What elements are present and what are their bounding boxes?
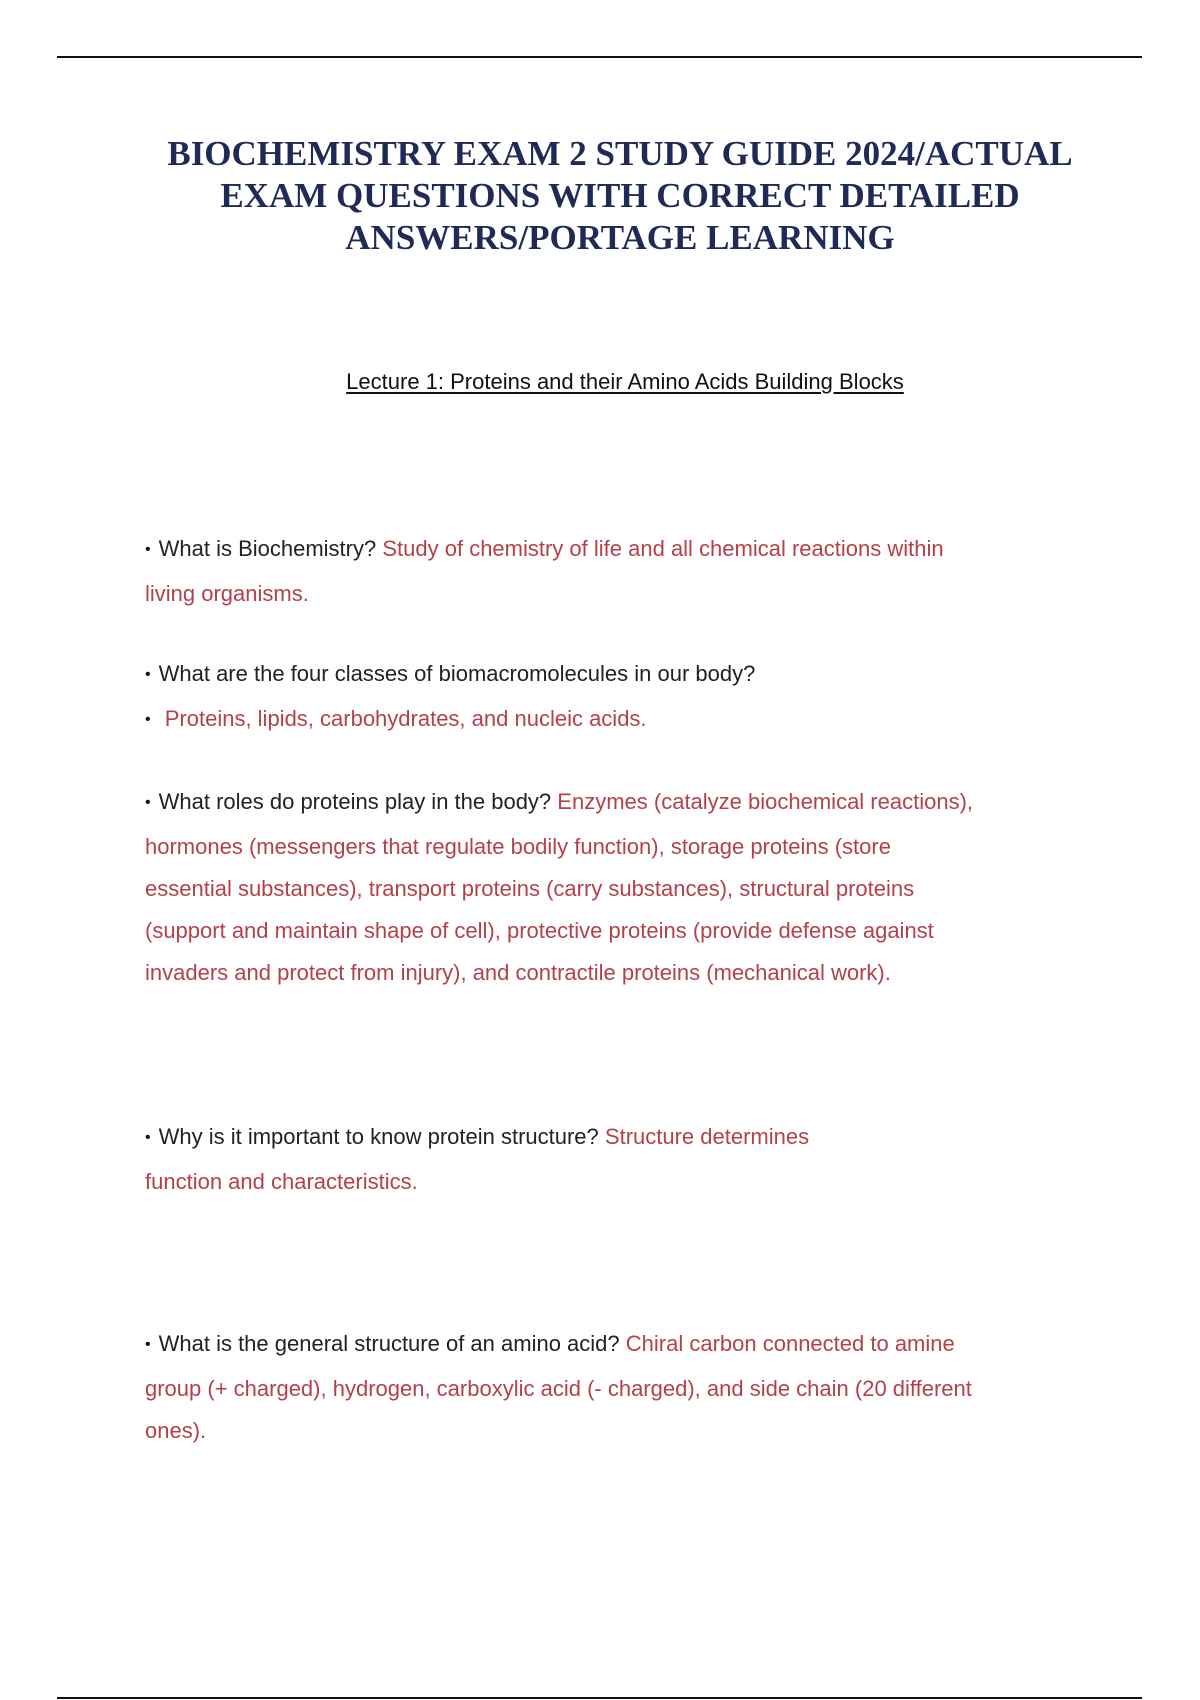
answer-text: Enzymes (catalyze biochemical reactions), — [557, 789, 974, 814]
answer-text: ones). — [145, 1418, 207, 1443]
answer-text: living organisms. — [145, 581, 309, 606]
question-text: Why is it important to know protein structure? — [158, 1124, 599, 1149]
bullet-icon: • — [145, 541, 151, 558]
title-line: BIOCHEMISTRY EXAM 2 STUDY GUIDE 2024/ACTUAL — [167, 134, 1073, 173]
document-title — [120, 133, 1120, 259]
bullet-icon: • — [145, 794, 151, 811]
answer-text: Chiral carbon connected to amine — [625, 1331, 955, 1356]
qa-line — [145, 1116, 1065, 1161]
answer-text: group (+ charged), hydrogen, carboxylic acid (- charged), and side chain (20 different — [145, 1376, 972, 1401]
bullet-icon: • — [145, 1129, 151, 1146]
title-line: EXAM QUESTIONS WITH CORRECT DETAILED — [220, 176, 1020, 215]
question-text: What are the four classes of biomacromolecules in our body? — [158, 661, 756, 686]
qa-item-protein-roles — [145, 781, 1065, 994]
answer-text: hormones (messengers that regulate bodily function), storage proteins (store — [145, 834, 891, 859]
qa-line — [145, 781, 1065, 826]
qa-line — [145, 528, 1065, 573]
question-text: What is Biochemistry? — [158, 536, 377, 561]
question-text: What is the general structure of an amino acid? — [158, 1331, 620, 1356]
bullet-icon: • — [145, 711, 151, 728]
answer-text: Proteins, lipids, carbohydrates, and nucleic acids. — [164, 706, 647, 731]
qa-item-protein-structure — [145, 1116, 1065, 1203]
question-text: What roles do proteins play in the body? — [158, 789, 552, 814]
qa-line — [145, 698, 1065, 743]
bottom-rule — [57, 1697, 1142, 1699]
answer-text: invaders and protect from injury), and contractile proteins (mechanical work). — [145, 960, 891, 985]
title-line: ANSWERS/PORTAGE LEARNING — [345, 218, 895, 257]
qa-item-biomacromolecules — [145, 653, 1065, 743]
qa-line — [145, 1323, 1065, 1368]
answer-text: Study of chemistry of life and all chemical reactions within — [382, 536, 944, 561]
top-rule — [57, 56, 1142, 58]
qa-line — [145, 653, 1065, 698]
answer-text: Structure determines — [604, 1124, 810, 1149]
answer-text: (support and maintain shape of cell), protective proteins (provide defense against — [145, 918, 934, 943]
lecture-heading: Lecture 1: Proteins and their Amino Acids Building Blocks — [346, 369, 904, 394]
bullet-icon: • — [145, 666, 151, 683]
qa-item-biochemistry — [145, 528, 1065, 615]
bullet-icon: • — [145, 1336, 151, 1353]
qa-item-amino-acid — [145, 1323, 1065, 1452]
answer-text: function and characteristics. — [145, 1169, 418, 1194]
answer-text: essential substances), transport proteins (carry substances), structural proteins — [145, 876, 915, 901]
